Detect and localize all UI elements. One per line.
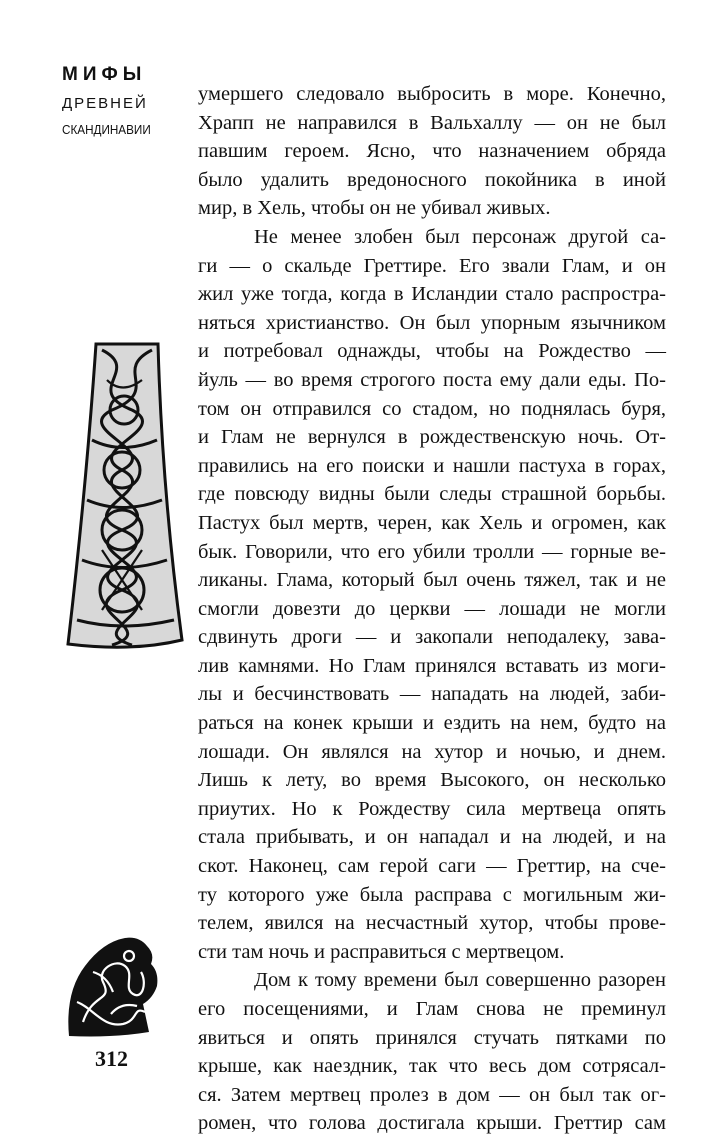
text-line: мир, в Хель, чтобы он не убивал живых. [198,197,551,220]
book-subtitle-line1: ДРЕВНЕЙ [62,95,148,112]
text-line: скот. Наконец, сам герой саги — Греттир, на сче- [198,855,666,878]
text-line: бык. Говорили, что его убили тролли — горные ве- [198,540,666,563]
book-subtitle-line2: СКАНДИНАВИИ [62,122,151,137]
text-line: крыше, как наездник, так что весь дом сотрясал- [198,1055,666,1078]
text-line: Лишь к лету, во время Высокого, он несколько [198,769,666,792]
text-line: ги — о скальде Греттире. Его звали Глам, и он [198,254,666,277]
text-line: Храпп не направился в Вальхаллу — он не был [198,111,666,134]
text-line: и Глам не вернулся в рождественскую ночь. От- [198,426,666,449]
text-line: том он отправился со стадом, но поднялась буря, [198,397,666,420]
text-line: явиться и опять принялся стучать пятками по [198,1026,666,1049]
book-title: МИФЫ [62,64,147,85]
text-line: ся. Затем мертвец пролез в дом — он был так ог- [198,1083,666,1106]
text-line: лы и бесчинствовать — нападать на людей, заби- [198,683,666,706]
text-line: павшим героем. Ясно, что назначением обряда [198,140,666,163]
text-line: стала прибывать, и он нападал и на людей, и на [198,826,666,849]
text-line: приутих. Но к Рождеству сила мертвеца опять [198,797,666,820]
text-line: смогли довезти до церкви — лошади не могли [198,597,666,620]
interlace-ornament-image [62,340,186,650]
text-line: и потребовал однажды, чтобы на Рождество — [198,340,666,363]
animal-head-ornament-image [63,932,163,1040]
text-line: было удалить вредоносного покойника в иной [198,168,666,191]
text-line: сти там ночь и расправиться с мертвецом. [198,940,565,963]
text-line: телем, явился на несчастный хутор, чтобы прове- [198,912,666,935]
text-line: Пастух был мертв, черен, как Хель и огромен, как [198,511,666,534]
paragraph-2 [198,223,666,966]
running-header [62,64,172,140]
text-line: ту которого уже была расправа с могильным жи- [198,883,666,906]
text-line: няться христианство. Он был упорным язычником [198,311,666,334]
text-line: сдвинуть дроги — и закопали неподалеку, зава- [198,626,666,649]
text-line: где повсюду видны были следы страшной борьбы. [198,483,666,506]
text-line: правились на его поиски и нашли пастуха в горах, [198,454,666,477]
text-line: жил уже тогда, когда в Исландии стало распростра- [198,283,666,306]
page-number: 312 [95,1046,128,1071]
body-text [198,80,666,1138]
text-line: раться на конек крыши и ездить на нем, будто на [198,712,666,735]
paragraph-1 [198,80,666,223]
text-line: ромен, что голова достигала крыши. Греттир сам [198,1112,666,1135]
text-line: йуль — во время строгого поста ему дали еды. По- [198,368,666,391]
text-line: умершего следовало выбросить в море. Конечно, [198,83,666,105]
text-line: ликаны. Глама, который был очень тяжел, так и не [198,569,666,592]
text-line: лив камнями. Но Глам принялся вставать из моги- [198,654,666,677]
text-line: Не менее злобен был персонаж другой са- [254,225,666,248]
paragraph-3 [198,966,666,1138]
text-line: его посещениями, и Глам снова не преминул [198,998,666,1020]
text-line: лошади. Он являлся на хутор и ночью, и днем. [198,740,666,763]
text-line: Дом к тому времени был совершенно разорен [254,969,666,992]
